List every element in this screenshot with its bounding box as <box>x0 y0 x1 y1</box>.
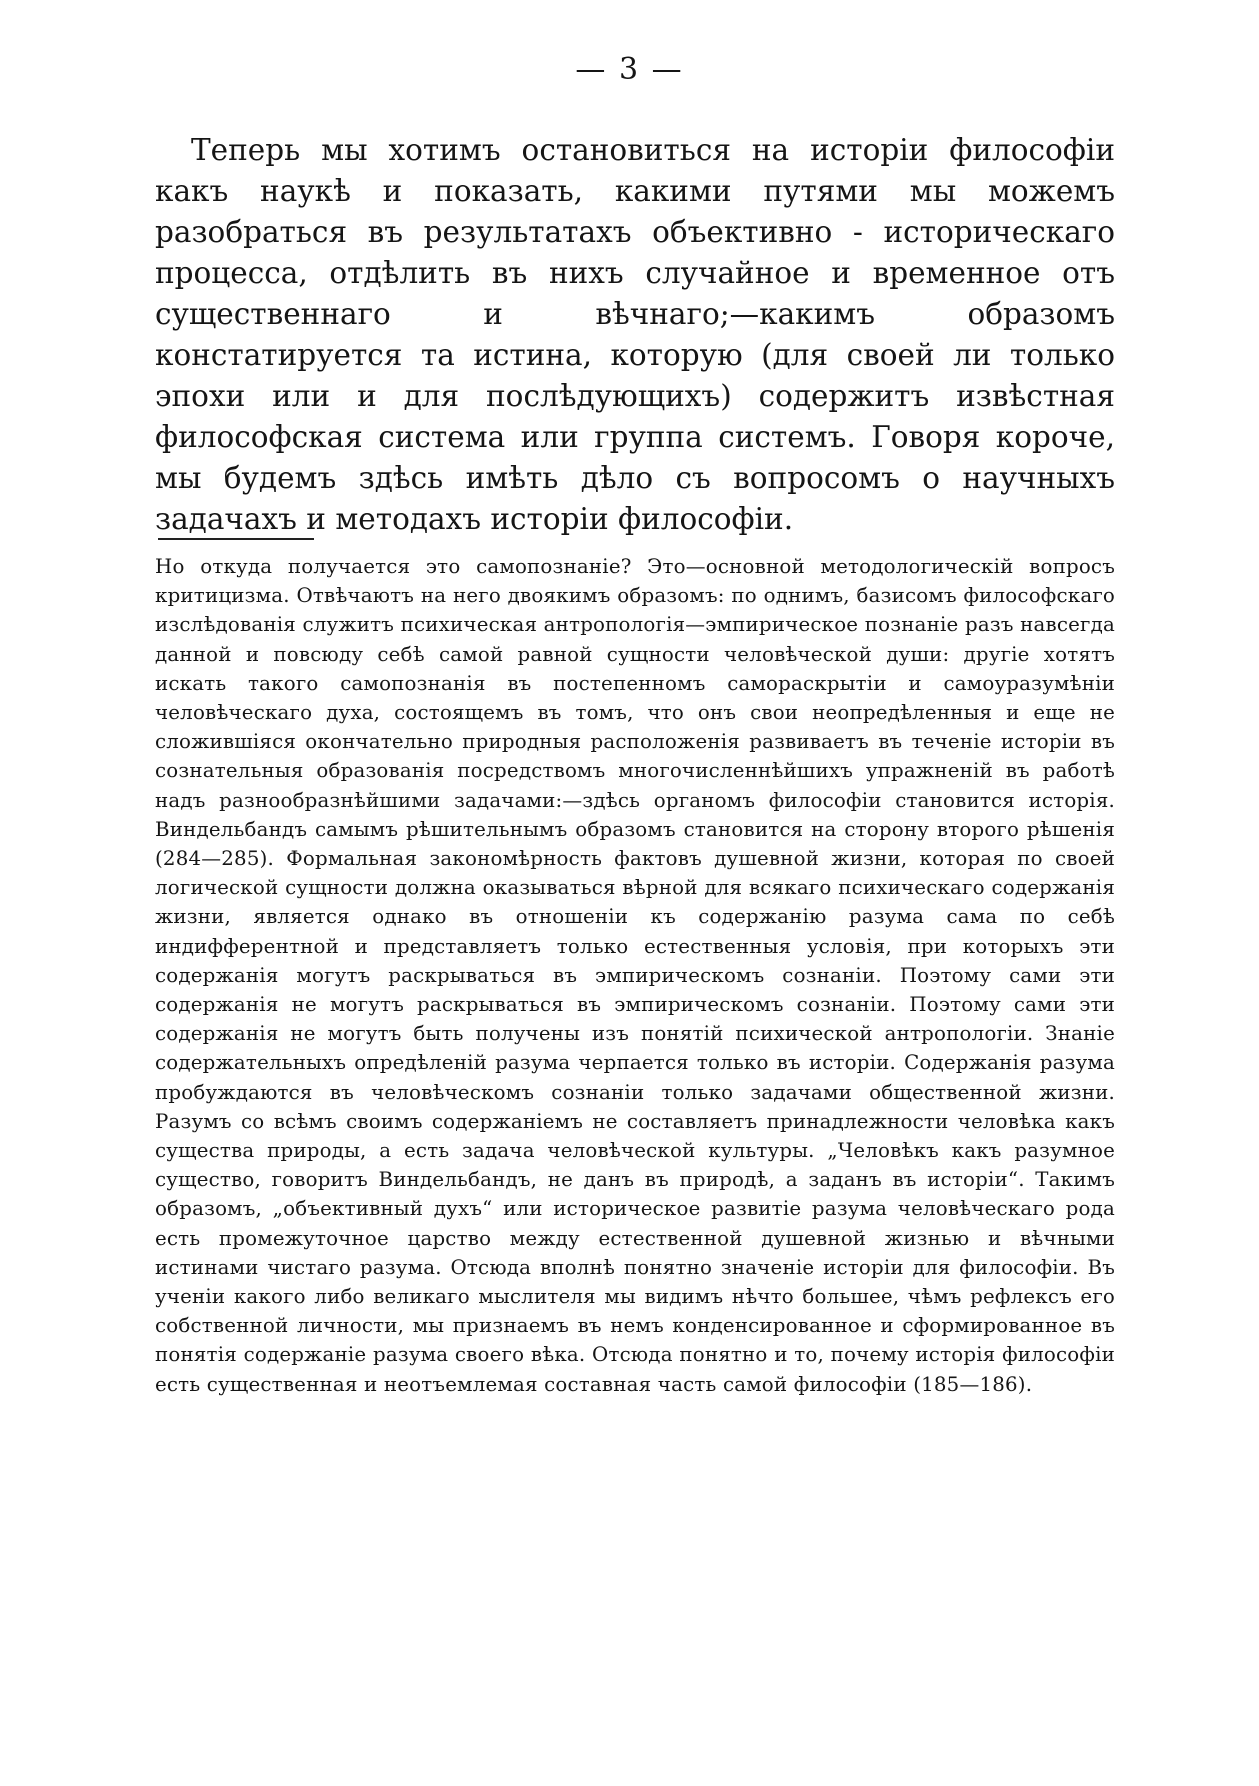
footnote-text: Но откуда получается это самопознаніе? Это—основной методологическій вопросъ критицизма. Отвѣчаютъ на него двоякимъ образомъ: по однимъ, базисомъ философскаго изслѣдованія служитъ психическая антропологія—эмпирическое познаніе разъ навсегда данной и повсюду себѣ самой равной сущности человѣческой души: другіе хотятъ искать такого самопознанія въ постепенномъ самораскрытіи и самоуразумѣніи человѣческаго духа, состоящемъ въ томъ, что онъ свои неопредѣленныя и еще не сложившіяся окончательно природныя расположенія развиваетъ въ теченіе исторіи въ сознательныя образованія посредствомъ многочисленнѣйшихъ упражненій въ работѣ надъ разнообразнѣйшими задачами:—здѣсь органомъ философіи становится исторія. Виндельбандъ самымъ рѣшительнымъ образомъ становится на сторону второго рѣшенія (284—285). Формальная закономѣрность фактовъ душевной жизни, которая по своей логической сущности должна оказываться вѣрной для всякаго психическаго содержанія жизни, является однако въ отношеніи къ содержанію разума сама по себѣ индифферентной и представляетъ только естественныя условія, при которыхъ эти содержанія могутъ раскрываться въ эмпирическомъ сознаніи. Поэтому сами эти содержанія не могутъ раскрываться въ эмпирическомъ сознаніи. Поэтому сами эти содержанія не могутъ быть получены изъ понятій психической антропологіи. Знаніе содержательныхъ опредѣленій разума черпается только въ исторіи. Содержанія разума пробуждаются въ человѣческомъ сознаніи только задачами общественной жизни. Разумъ со всѣмъ своимъ содержаніемъ не составляетъ принадлежности человѣка какъ существа природы, а есть задача человѣческой культуры. „Человѣкъ какъ разумное существо, говоритъ Виндельбандъ, не данъ въ природѣ, а заданъ въ исторіи“. Такимъ образомъ, „объективный духъ“ или историческое развитіе разума человѣческаго рода есть промежуточное царство между естественной душевной жизнью и вѣчными истинами чистаго разума. Отсюда вполнѣ понятно значеніе исторіи для философіи. Въ ученіи какого либо великаго мыслителя мы видимъ нѣчто большее, чѣмъ рефлексъ его собственной личности, мы признаемъ въ немъ конденсированное и сформированное въ понятія содержаніе разума своего вѣка. Отсюда понятно и то, почему исторія философіи есть существенная и неотъемлемая составная часть самой философіи (185—186). <box>155 555 1115 1396</box>
page-number: — 3 — <box>575 52 684 87</box>
main-paragraph: Теперь мы хотимъ остановиться на исторіи философіи какъ наукѣ и показать, какими путями мы можемъ разобраться въ результатахъ объективно - историческаго процесса, отдѣлить въ нихъ случайное и временное отъ существеннаго и вѣчнаго;—какимъ образомъ констатируется та истина, которую (для своей ли только эпохи или и для послѣдующихъ) содержитъ извѣстная философская система или группа системъ. Говоря короче, мы будемъ здѣсь имѣть дѣло съ вопросомъ о научныхъ задачахъ и методахъ исторіи философіи. <box>155 133 1115 536</box>
footnote-divider <box>158 538 314 540</box>
